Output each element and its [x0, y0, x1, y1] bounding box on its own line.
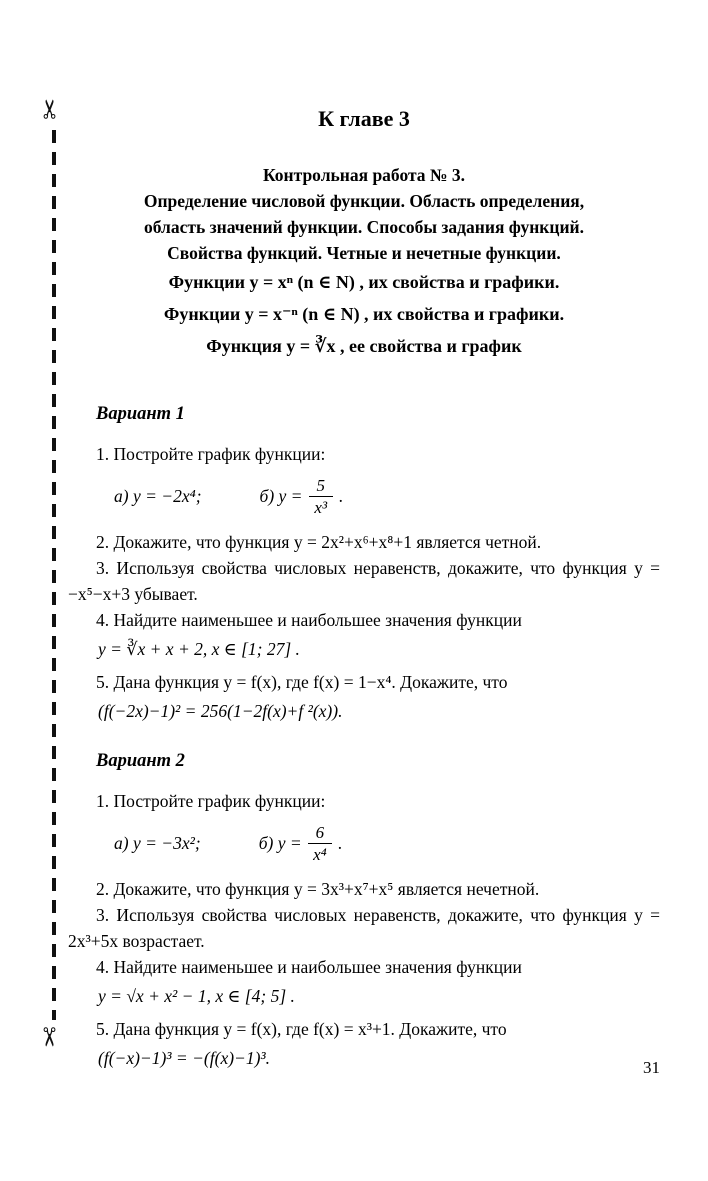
v1-problem-1-items — [68, 469, 660, 523]
variant-1-title: Вариант 1 — [96, 404, 185, 424]
variant-1-block — [68, 404, 660, 725]
fraction-numerator: 6 — [308, 823, 333, 844]
v1-item-b-prefix: б) y = — [259, 485, 303, 506]
v2-item-b-prefix: б) y = — [258, 832, 302, 853]
variant-2-title: Вариант 2 — [96, 751, 185, 771]
v1-problem-1-text: 1. Постройте график функции: — [96, 444, 326, 464]
v1-problem-2: 2. Докажите, что функция y = 2x²+x⁶+x⁸+1 является четной. — [96, 532, 542, 552]
page-number: 31 — [643, 1058, 660, 1077]
scissors-icon: ✂ — [35, 98, 66, 120]
v2-problem-3: 3. Используя свойства числовых неравенств, докажите, что функция y = 2x³+5x возрастает. — [68, 905, 660, 951]
test-heading — [68, 162, 660, 362]
fraction-denominator: x⁴ — [313, 844, 327, 864]
v1-problem-5-formula: (f(−2x)−1)² = 256(1−2f(x)+f ²(x)). — [98, 701, 343, 721]
v2-item-a-formula: а) y = −3x²; — [114, 832, 201, 853]
heading-line-formula: Функция y = ∛x , ее свойства и график — [206, 336, 522, 356]
v2-item-b-formula — [259, 823, 343, 864]
content-column — [68, 106, 660, 1098]
heading-line: Определение числовой функции. Область определения, — [143, 191, 585, 211]
v2-problem-5-formula: (f(−x)−1)³ = −(f(x)−1)³. — [98, 1048, 271, 1068]
v2-item-b-suffix: . — [338, 832, 343, 853]
v1-item-a-formula: а) y = −2x⁴; — [114, 485, 202, 506]
v1-item-b-suffix: . — [339, 485, 344, 506]
fraction — [308, 823, 333, 864]
heading-line: Контрольная работа № 3. — [262, 165, 465, 185]
fraction — [309, 476, 334, 517]
fraction-denominator: x³ — [314, 497, 328, 517]
heading-line: область значений функции. Способы задания функций. — [143, 217, 585, 237]
v2-problem-4-formula: y = √x + x² − 1, x ∈ [4; 5] . — [98, 986, 295, 1006]
variant-2-block — [68, 751, 660, 1072]
dashed-cut-line — [52, 130, 56, 1020]
v1-problem-4-formula: y = ∛x + x + 2, x ∈ [1; 27] . — [98, 639, 300, 659]
v2-problem-4-text: 4. Найдите наименьшее и наибольшее значения функции — [96, 957, 522, 977]
v2-problem-1-text: 1. Постройте график функции: — [96, 791, 326, 811]
heading-line-formula: Функции y = x⁻ⁿ (n ∈ N) , их свойства и графики. — [163, 304, 565, 324]
scissors-icon: ✂ — [35, 1026, 66, 1048]
v2-problem-2: 2. Докажите, что функция y = 3x³+x⁷+x⁵ является нечетной. — [96, 879, 540, 899]
chapter-title: К главе 3 — [318, 106, 410, 131]
v1-problem-4-text: 4. Найдите наименьшее и наибольшее значения функции — [96, 610, 522, 630]
v1-item-b-formula — [260, 476, 344, 517]
heading-line-formula: Функции y = xⁿ (n ∈ N) , их свойства и графики. — [168, 272, 560, 292]
fraction-numerator: 5 — [309, 476, 334, 497]
v2-problem-1-items — [68, 816, 660, 870]
v2-problem-5-text: 5. Дана функция y = f(x), где f(x) = x³+1. Докажите, что — [96, 1019, 507, 1039]
heading-line: Свойства функций. Четные и нечетные функции. — [167, 243, 561, 263]
v1-problem-3: 3. Используя свойства числовых неравенств, докажите, что функция y = −x⁵−x+3 убывает. — [68, 558, 660, 604]
v1-problem-5-text: 5. Дана функция y = f(x), где f(x) = 1−x⁴. Докажите, что — [96, 672, 508, 692]
